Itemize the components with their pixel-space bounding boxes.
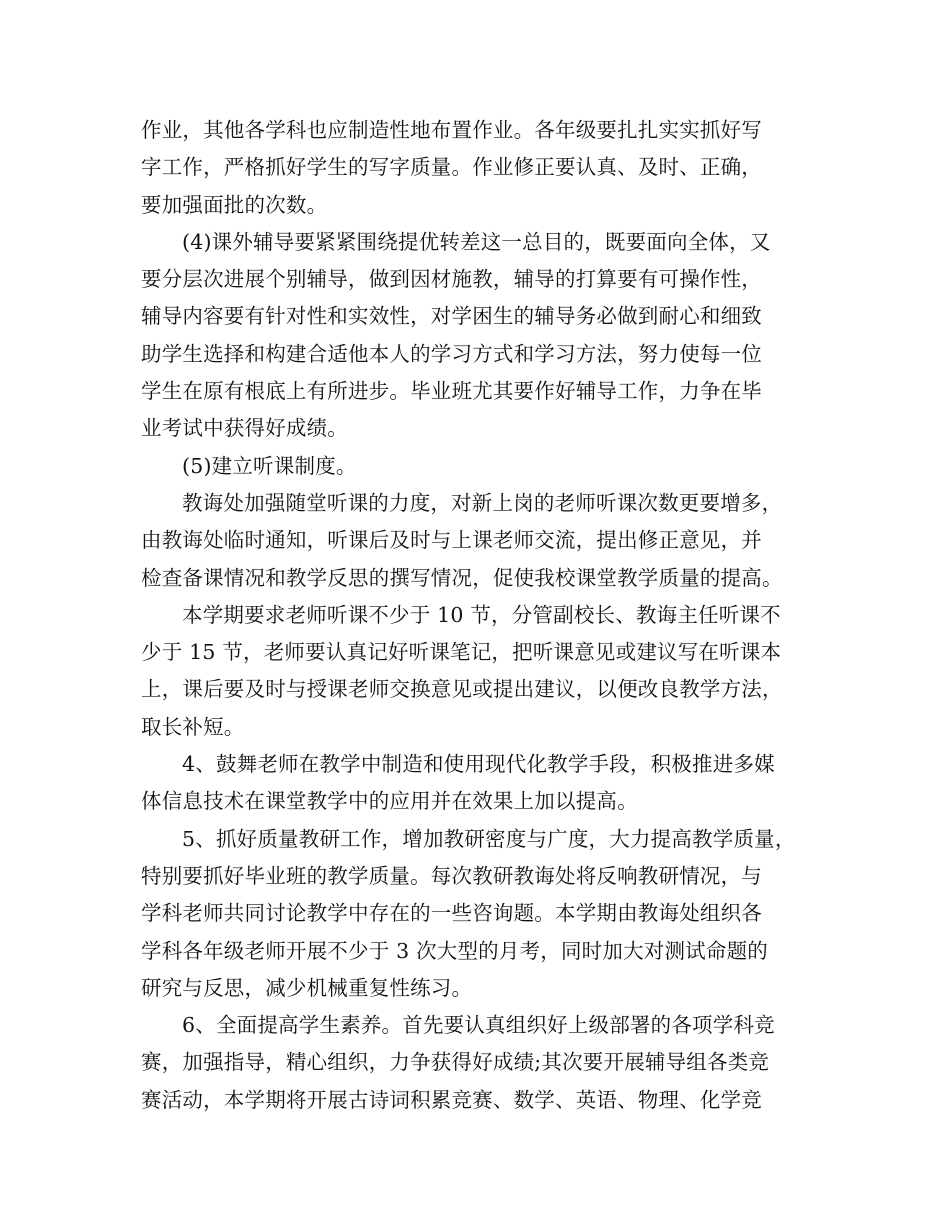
text-line: 辅导内容要有针对性和实效性，对学困生的辅导务必做到耐心和细致	[141, 304, 762, 329]
text-line: 学科各年级老师开展不少于 3 次大型的月考，同时加大对测试命题的	[141, 938, 768, 963]
text-line: 教诲处加强随堂听课的力度，对新上岗的老师听课次数更要增多，	[182, 490, 783, 515]
text-line: 4、鼓舞老师在教学中制造和使用现代化教学手段，积极推进多媒	[182, 752, 775, 777]
text-line: 要加强面批的次数。	[141, 192, 328, 217]
text-line: 5、抓好质量教研工作，增加教研密度与广度，大力提高教学质量，	[182, 826, 796, 851]
document-body	[141, 112, 821, 1119]
text-line: 学科老师共同讨论教学中存在的一些咨询题。本学期由教诲处组织各	[141, 901, 762, 926]
text-line: 赛活动，本学期将开展古诗词积累竞赛、数学、英语、物理、化学竞	[141, 1087, 762, 1112]
text-line: 由教诲处临时通知，听课后及时与上课老师交流，提出修正意见，并	[141, 528, 762, 553]
text-line: 本学期要求老师听课不少于 10 节，分管副校长、教诲主任听课不	[182, 602, 781, 627]
text-line: 业考试中获得好成绩。	[141, 416, 348, 441]
text-line: 作业，其他各学科也应制造性地布置作业。各年级要扎扎实实抓好写	[141, 118, 762, 142]
text-line: 要分层次进展个别辅导，做到因材施教，辅导的打算要有可操作性，	[141, 267, 762, 292]
text-line: 助学生选择和构建合适他本人的学习方式和学习方法，努力使每一位	[141, 341, 762, 366]
text-line: 检查备课情况和教学反思的撰写情况，促使我校课堂教学质量的提高。	[141, 565, 783, 590]
text-line: (4)课外辅导要紧紧围绕提优转差这一总目的，既要面向全体，又	[182, 229, 771, 254]
text-line: 少于 15 节，老师要认真记好听课笔记，把听课意见或建议写在听课本	[141, 640, 782, 665]
text-line: 取长补短。	[141, 714, 245, 739]
text-line: 体信息技术在课堂教学中的应用并在效果上加以提高。	[141, 789, 638, 814]
text-line: 6、全面提高学生素养。首先要认真组织好上级部署的各项学科竞	[182, 1013, 775, 1038]
text-line: 上，课后要及时与授课老师交换意见或提出建议，以便改良教学方法，	[141, 677, 783, 702]
text-line: 研究与反思，减少机械重复性练习。	[141, 975, 473, 1000]
text-line: 字工作，严格抓好学生的写字质量。作业修正要认真、及时、正确，	[141, 155, 762, 180]
text-line: 特别要抓好毕业班的教学质量。每次教研教诲处将反响教研情况，与	[141, 863, 762, 888]
text-line: (5)建立听课制度。	[182, 453, 357, 478]
text-line: 学生在原有根底上有所进步。毕业班尤其要作好辅导工作，力争在毕	[141, 379, 762, 404]
text-line: 赛，加强指导，精心组织，力争获得好成绩;其次要开展辅导组各类竞	[141, 1050, 770, 1075]
